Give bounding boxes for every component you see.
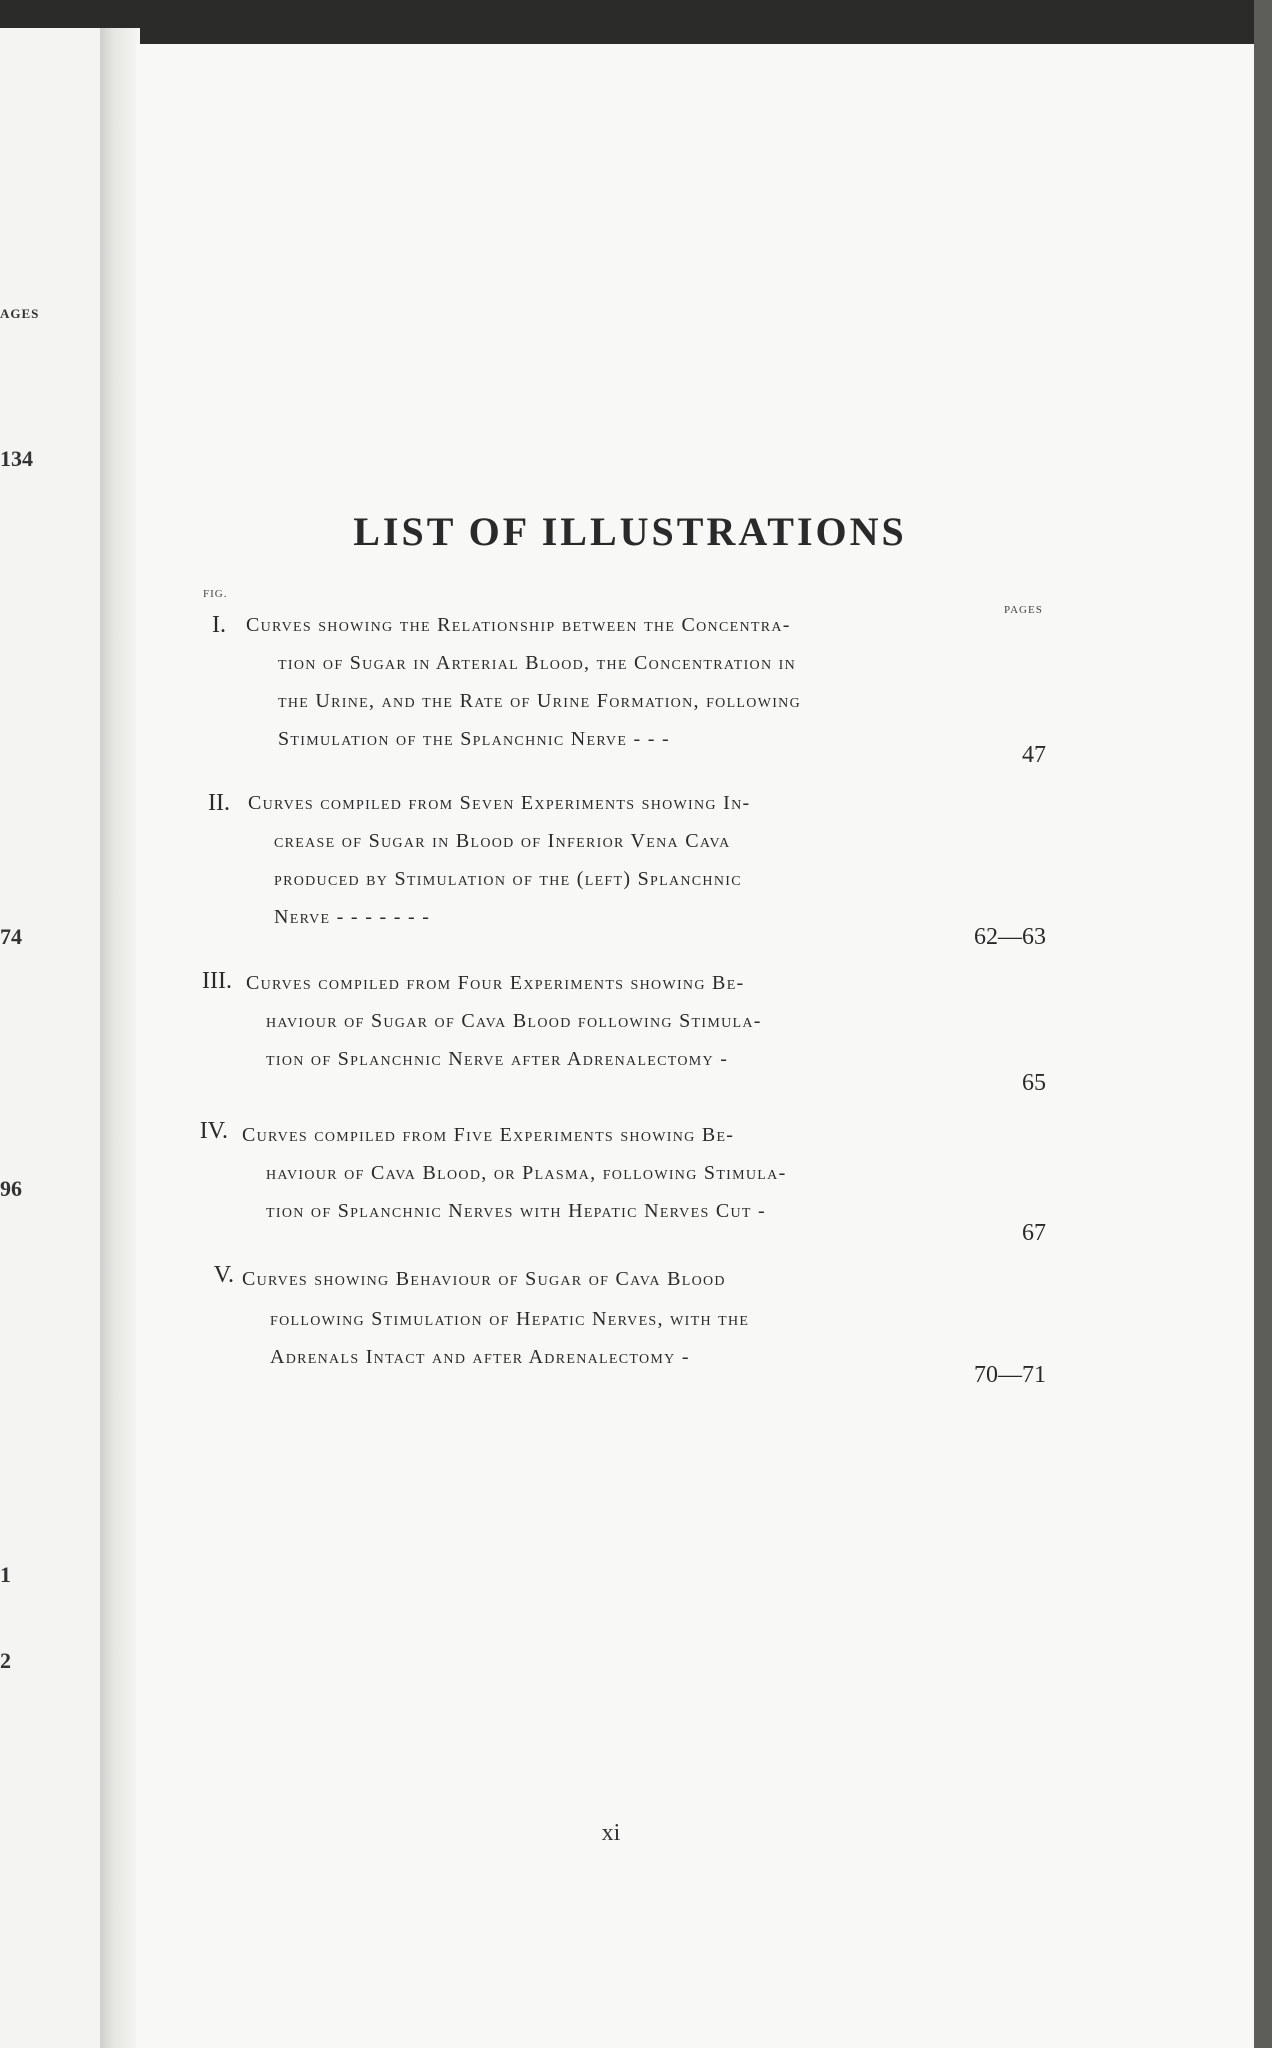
- entry-page-ref: 65: [1022, 1070, 1046, 1096]
- entry-line: crease of Sugar in Blood of Inferior Vena Cava: [274, 830, 731, 852]
- entry-line: Curves showing the Relationship between the Concentra-: [246, 614, 791, 636]
- entry-line: haviour of Sugar of Cava Blood following Stimula-: [266, 1010, 762, 1032]
- entry-line: tion of Sugar in Arterial Blood, the Concentration in: [278, 652, 797, 674]
- book-page: [136, 44, 1262, 2048]
- entry-line: haviour of Cava Blood, or Plasma, following Stimula-: [266, 1162, 787, 1184]
- page-folio: xi: [601, 1820, 621, 1846]
- fig-column-label: FIG.: [203, 588, 228, 600]
- entry-line: Curves compiled from Seven Experiments showing In-: [248, 792, 751, 814]
- entry-line: Curves compiled from Five Experiments showing Be-: [242, 1124, 735, 1146]
- entry-numeral: I.: [212, 612, 226, 638]
- page-title: LIST OF ILLUSTRATIONS: [353, 509, 907, 554]
- entry-numeral: III.: [202, 968, 232, 994]
- entry-numeral: II.: [208, 790, 230, 816]
- previous-page-sliver: [0, 28, 104, 2048]
- entry-line: Nerve - - - - - - -: [274, 906, 431, 928]
- scan-right-edge: [1254, 0, 1272, 2048]
- entry-line: following Stimulation of Hepatic Nerves, with the: [270, 1308, 750, 1330]
- left-page-number: 96: [0, 1176, 22, 1201]
- left-page-number: 2: [0, 1648, 11, 1673]
- entry-line: tion of Splanchnic Nerve after Adrenalectomy -: [266, 1048, 729, 1070]
- entry-line: produced by Stimulation of the (left) Splanchnic: [274, 868, 742, 890]
- left-page-number: 74: [0, 924, 22, 949]
- entry-page-ref: 47: [1022, 742, 1046, 768]
- entry-line: tion of Splanchnic Nerves with Hepatic Nerves Cut -: [266, 1200, 766, 1222]
- pages-column-label: PAGES: [1004, 604, 1043, 616]
- entry-line: Adrenals Intact and after Adrenalectomy -: [270, 1346, 690, 1368]
- entry-line: Curves compiled from Four Experiments showing Be-: [246, 972, 745, 994]
- book-gutter: [100, 28, 140, 2048]
- entry-line: Curves showing Behaviour of Sugar of Cava Blood: [242, 1268, 726, 1290]
- left-page-header-fragment: AGES: [0, 306, 40, 321]
- entry-numeral: IV.: [199, 1118, 228, 1144]
- entry-numeral: V.: [213, 1262, 234, 1288]
- entry-line: the Urine, and the Rate of Urine Formation, following: [278, 690, 801, 712]
- entry-line: Stimulation of the Splanchnic Nerve - - -: [278, 728, 670, 750]
- entry-page-ref: 70—71: [974, 1362, 1046, 1388]
- scan-top-edge: [0, 0, 1272, 48]
- entry-page-ref: 67: [1022, 1220, 1046, 1246]
- left-page-number: 1: [0, 1562, 11, 1587]
- left-page-number: 134: [0, 446, 33, 471]
- entry-page-ref: 62—63: [974, 924, 1046, 950]
